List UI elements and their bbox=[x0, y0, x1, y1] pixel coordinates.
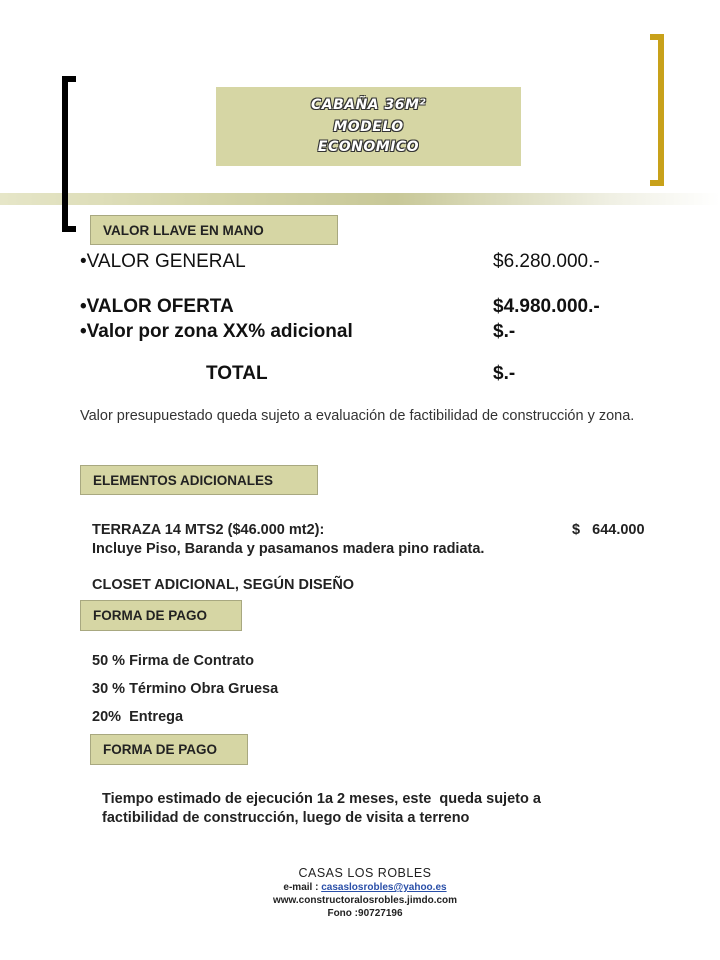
left-bracket-decoration bbox=[62, 76, 76, 232]
pago-item-3: 20% Entrega bbox=[92, 709, 184, 725]
terraza-price: $ 644.000 bbox=[572, 522, 645, 538]
header-gradient-band bbox=[0, 193, 720, 205]
bullet: • bbox=[80, 251, 87, 272]
valor-zona-row bbox=[80, 321, 353, 343]
tiempo-ejecucion-line-2: factibilidad de construcción, luego de visita a terreno bbox=[102, 810, 470, 826]
valor-oferta-label: VALOR OFERTA bbox=[86, 296, 234, 317]
valor-zona-value: $.- bbox=[493, 321, 516, 342]
footer-website: www.constructoralosrobles.jimdo.com bbox=[272, 895, 458, 906]
footer-phone: Fono :90727196 bbox=[327, 908, 403, 919]
forma-pago-label-2: FORMA DE PAGO bbox=[90, 734, 248, 765]
tiempo-ejecucion-line-1: Tiempo estimado de ejecución 1a 2 meses, este queda sujeto a bbox=[102, 791, 541, 807]
title-box bbox=[216, 87, 521, 166]
bullet: • bbox=[80, 296, 87, 317]
title-line-3: ECONOMICO bbox=[317, 139, 420, 155]
footer-email-line bbox=[0, 882, 720, 893]
terraza-description: Incluye Piso, Baranda y pasamanos madera pino radiata. bbox=[92, 541, 485, 557]
valor-general-label: VALOR GENERAL bbox=[86, 251, 246, 272]
title-line-2: MODELO bbox=[333, 119, 404, 135]
bullet: • bbox=[80, 321, 87, 342]
title-line-1: CABAÑA 36M² bbox=[310, 97, 427, 113]
valor-oferta-row bbox=[80, 296, 234, 318]
pago-item-1: 50 % Firma de Contrato bbox=[92, 653, 254, 669]
valor-note: Valor presupuestado queda sujeto a evaluación de factibilidad de construcción y zona. bbox=[80, 408, 635, 424]
forma-pago-label-1: FORMA DE PAGO bbox=[80, 600, 242, 631]
total-label: TOTAL bbox=[206, 363, 268, 384]
valor-llave-label: VALOR LLAVE EN MANO bbox=[90, 215, 338, 245]
valor-oferta-value: $4.980.000.- bbox=[493, 296, 600, 317]
terraza-label: TERRAZA 14 MTS2 ($46.000 mt2): bbox=[92, 522, 325, 538]
closet-adicional: CLOSET ADICIONAL, SEGÚN DISEÑO bbox=[92, 577, 355, 593]
footer-company: CASAS LOS ROBLES bbox=[298, 866, 432, 880]
valor-general-row bbox=[80, 251, 246, 273]
footer-email-link[interactable]: casaslosrobles@yahoo.es bbox=[321, 882, 447, 893]
valor-general-value: $6.280.000.- bbox=[493, 251, 600, 272]
right-bracket-decoration bbox=[650, 34, 664, 186]
footer-email-prefix: e-mail : bbox=[283, 882, 322, 893]
total-value: $.- bbox=[493, 363, 516, 384]
pago-item-2: 30 % Término Obra Gruesa bbox=[92, 681, 279, 697]
valor-zona-label: Valor por zona XX% adicional bbox=[86, 321, 353, 342]
elementos-adicionales-label: ELEMENTOS ADICIONALES bbox=[80, 465, 318, 495]
